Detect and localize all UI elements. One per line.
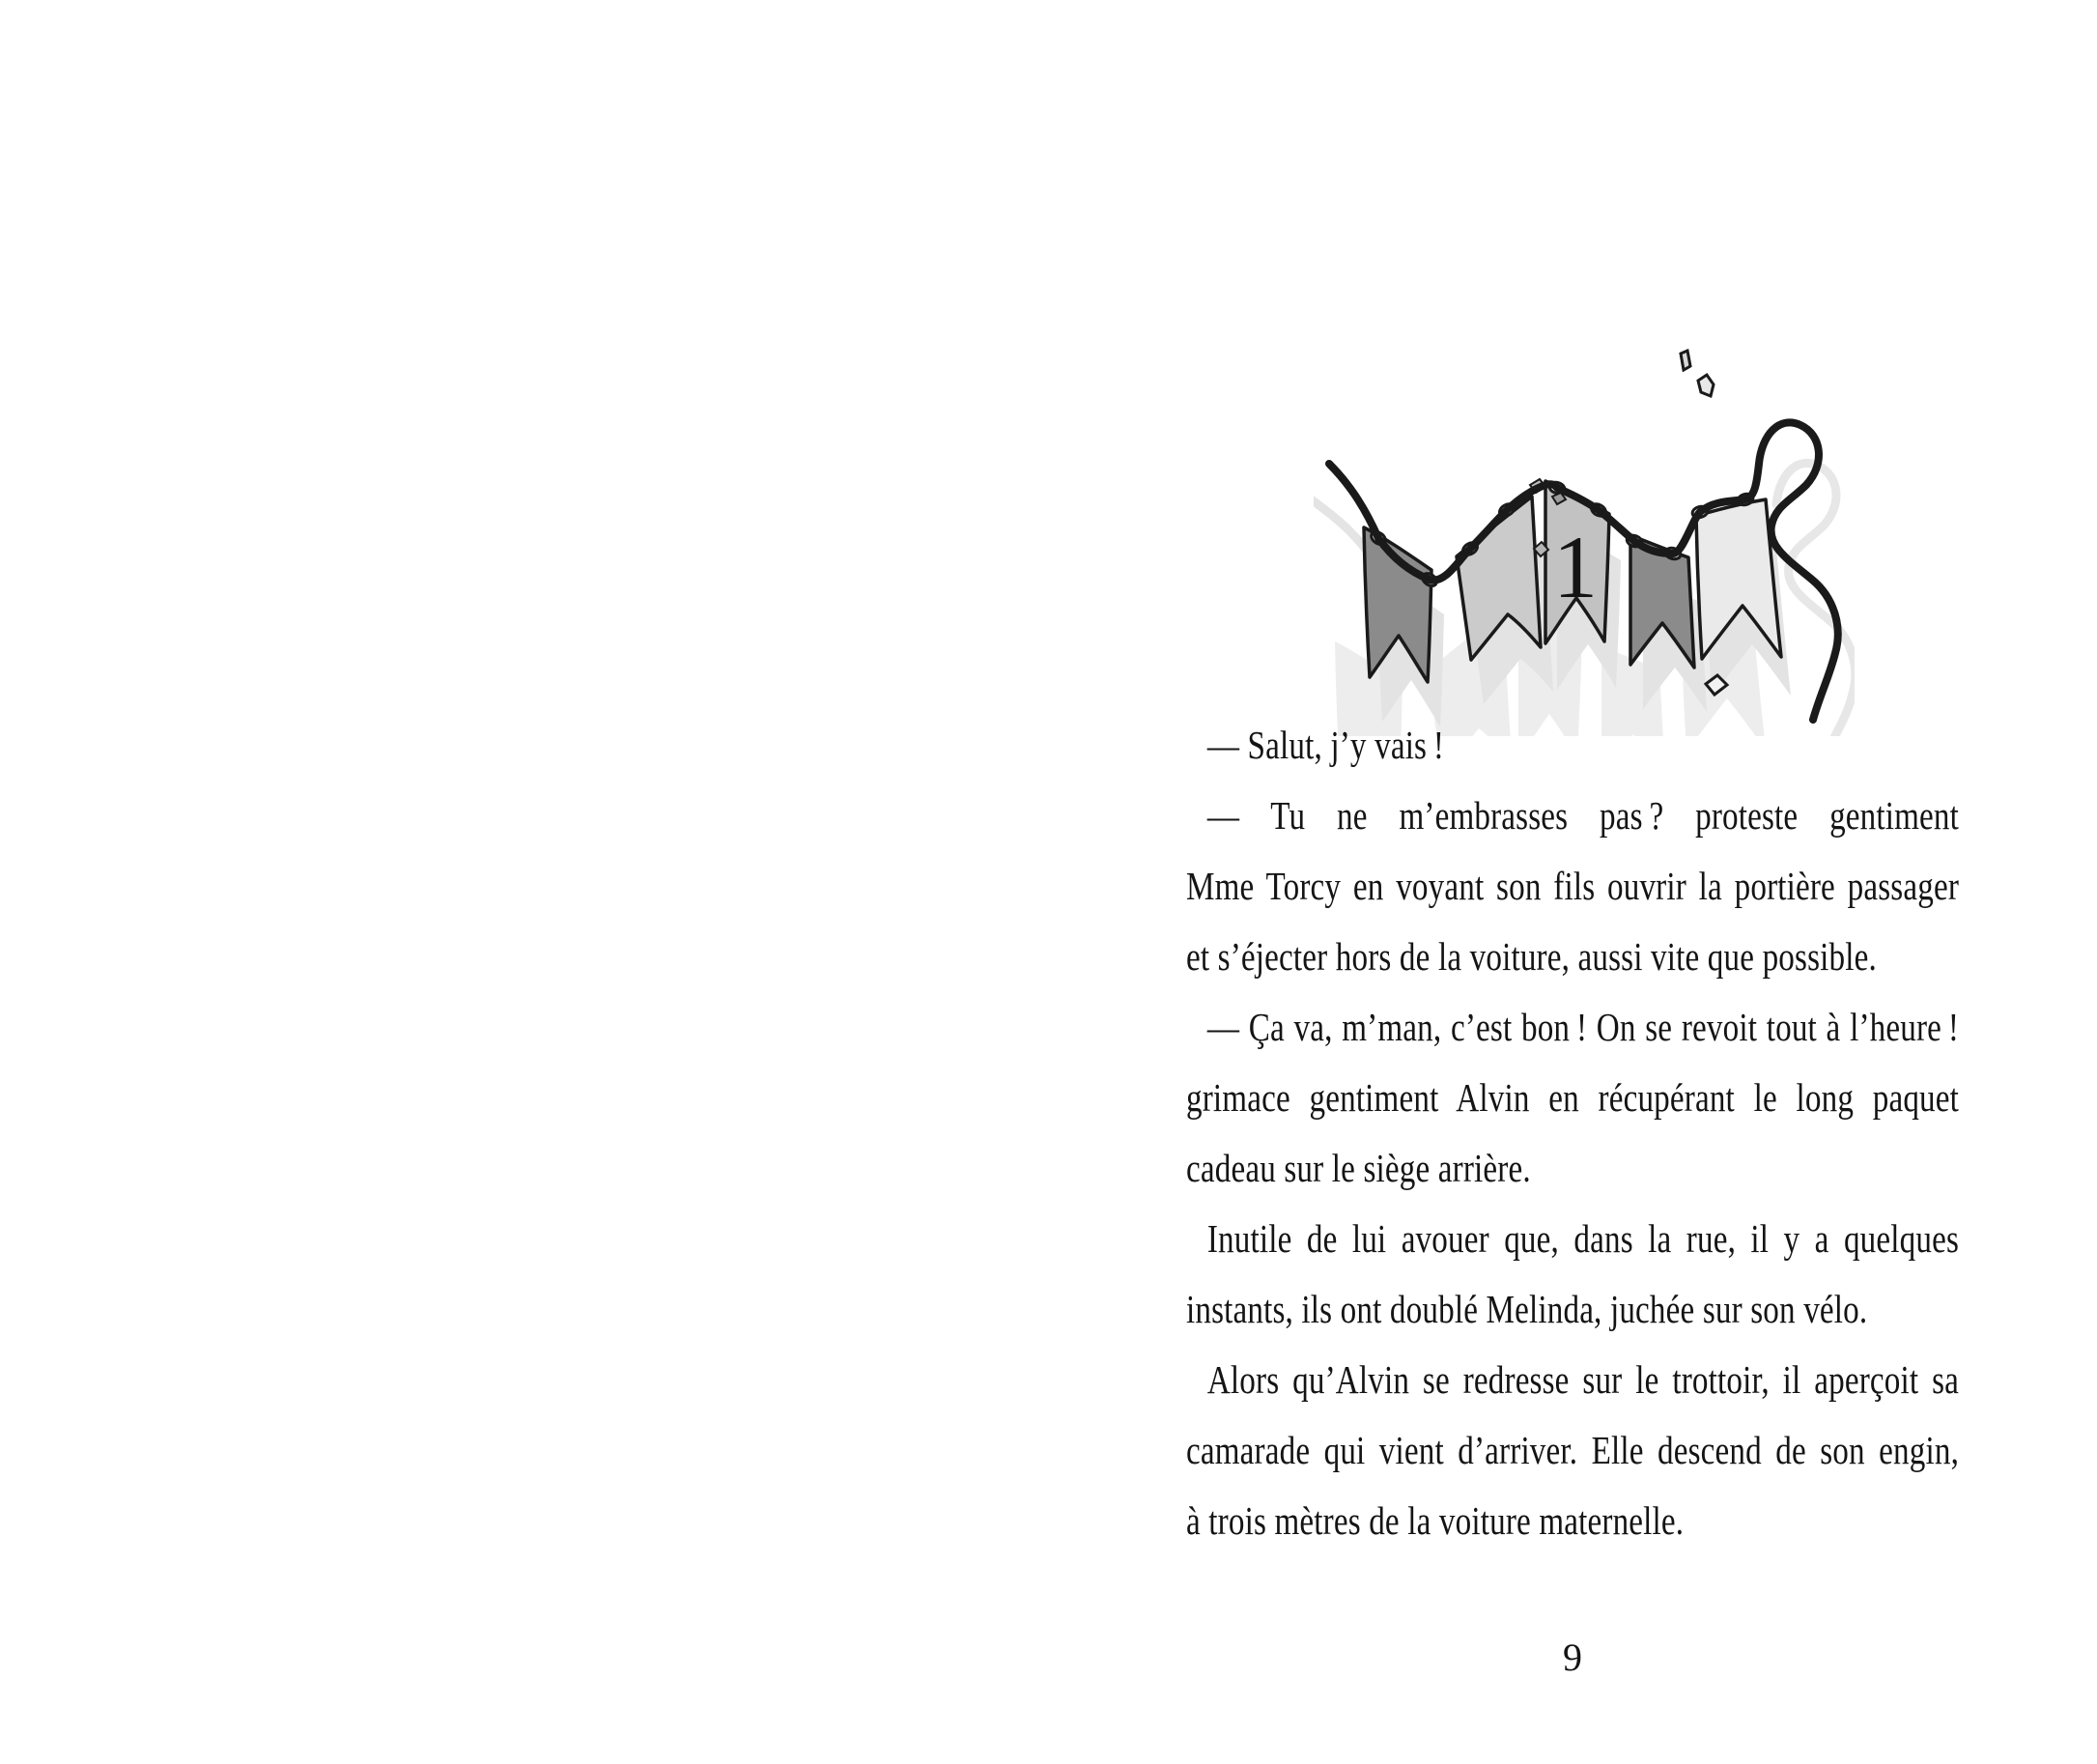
body-text-line: cadeau sur le siège arrière. — [1186, 1146, 1531, 1190]
page-number: 9 — [1563, 1636, 1582, 1679]
body-text-line: à trois mètres de la voiture maternelle. — [1186, 1498, 1685, 1543]
confetti-icon — [1681, 351, 1690, 370]
body-text-line: — Tu ne m’embrasses pas ? proteste gentiment — [1206, 793, 1960, 838]
body-text-line: instants, ils ont doublé Melinda, juchée sur son vélo. — [1186, 1287, 1868, 1331]
body-text-line: Inutile de lui avouer que, dans la rue, il y a quelques — [1206, 1216, 1960, 1261]
confetti-icon — [1698, 375, 1714, 396]
body-text-line: — Salut, j’y vais ! — [1206, 723, 1445, 767]
chapter-number: 1 — [1553, 518, 1598, 616]
chapter-banner-illustration — [1314, 340, 1855, 736]
body-text-line: camarade qui vient d’arriver. Elle descend de son engin, — [1186, 1428, 1960, 1472]
body-text-line: Mme Torcy en voyant son fils ouvrir la portière passager — [1186, 864, 1960, 908]
body-text-line: Alors qu’Alvin se redresse sur le trottoir, il aperçoit sa — [1206, 1357, 1960, 1402]
body-text — [1186, 710, 1959, 1556]
body-text-line: — Ça va, m’man, c’est bon ! On se revoit tout à l’heure ! — [1206, 1005, 1960, 1049]
body-text-line: et s’éjecter hors de la voiture, aussi vite que possible. — [1186, 934, 1877, 979]
body-text-line: grimace gentiment Alvin en récupérant le long paquet — [1186, 1075, 1960, 1120]
